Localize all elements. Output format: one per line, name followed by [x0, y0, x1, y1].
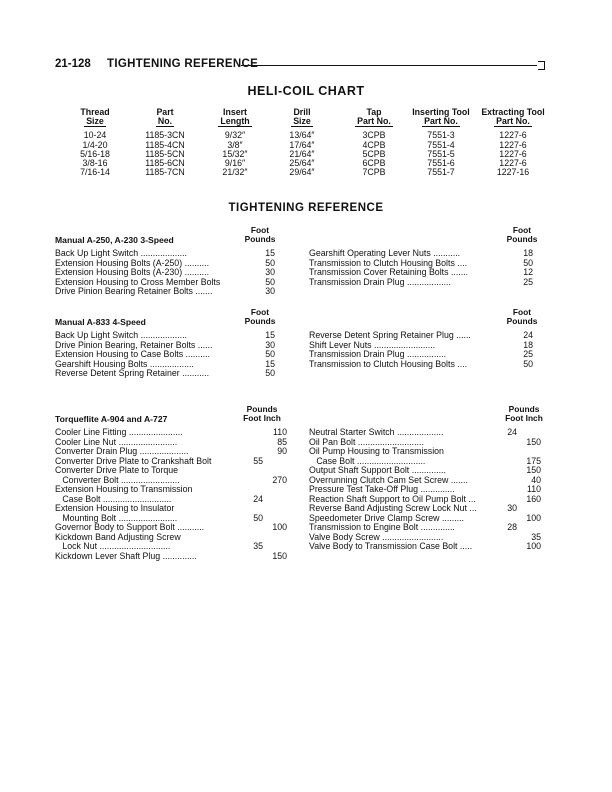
torque-list-right [309, 331, 533, 369]
torque-value-inch: 40 [531, 474, 541, 485]
torque-value-inch: 160 [526, 493, 541, 504]
heli-coil-cell: 3/8-16 [82, 158, 108, 169]
page-header [55, 58, 545, 72]
torque-value-foot: 25 [523, 349, 533, 359]
torque-item-label: Mounting Bolt ........................ [55, 512, 178, 523]
heli-coil-cell: 7CPB [362, 167, 386, 178]
torque-item-label: Shift Lever Nuts ......................... [309, 339, 436, 350]
torque-item-label: Converter Drain Plug .................... [55, 446, 189, 456]
torque-item-label: Converter Drive Plate to Torque [55, 465, 179, 475]
section-unit-header [230, 405, 294, 424]
unit-line1: Pounds [246, 404, 278, 414]
unit-line1: Pounds [508, 404, 540, 414]
torque-value-foot: 18 [523, 248, 533, 258]
torque-value-foot: 30 [507, 503, 517, 513]
torque-row [309, 542, 541, 552]
torque-list-right [309, 428, 541, 552]
section-title: Manual A-833 4-Speed [55, 317, 146, 327]
heli-coil-column [272, 108, 332, 177]
unit-line1: Foot [512, 307, 532, 317]
torque-item-label: Overrunning Clutch Cam Set Screw ....... [309, 474, 468, 485]
heli-coil-cell: 7551-4 [427, 139, 455, 150]
heli-coil-column [344, 108, 404, 177]
torque-item-label: Extension Housing Bolts (A-230) .......... [55, 267, 210, 277]
heli-coil-header-line1: Part [156, 107, 174, 117]
torque-value-foot: 50 [265, 276, 275, 287]
heli-coil-column-header [477, 108, 549, 127]
torque-item-label: Transmission to Clutch Housing Bolts .... [309, 358, 468, 369]
torque-value-inch: 150 [272, 550, 287, 561]
heli-coil-cell: 21/32″ [222, 167, 248, 178]
torque-item-label: Cooler Line Nut ........................ [55, 436, 178, 447]
torque-item-label: Extension Housing to Cross Member Bolts [55, 276, 221, 287]
torque-item-label: Valve Body Screw ......................... [309, 531, 444, 542]
unit-line2: Pounds [506, 234, 538, 245]
torque-row [55, 552, 287, 562]
torque-item-label: Oil Pump Housing to Transmission [309, 446, 444, 456]
torque-value-foot: 15 [265, 248, 275, 258]
torque-value-foot: 25 [523, 276, 533, 287]
heli-coil-header-line2: Length [220, 116, 250, 127]
torque-item-label: Transmission to Clutch Housing Bolts .... [309, 257, 468, 268]
torque-item-label: Converter Drive Plate to Crankshaft Bolt [55, 455, 212, 466]
torque-value-foot: 50 [265, 349, 275, 359]
torque-item-label: Neutral Starter Switch ................... [309, 427, 444, 437]
torque-value-inch: 270 [272, 474, 287, 485]
torque-value-foot: 30 [265, 267, 275, 277]
heli-coil-cell: 5/16-18 [80, 148, 110, 159]
torque-item-label: Extension Housing Bolts (A-250) .......... [55, 257, 210, 268]
page-number: 21-128 [55, 58, 91, 70]
heli-coil-header-line2: Size [293, 116, 311, 127]
heli-coil-cell: 3/8″ [227, 139, 243, 150]
torque-value-foot: 24 [507, 427, 517, 437]
torque-item-label: Case Bolt ............................ [309, 455, 426, 466]
torque-row [309, 360, 533, 370]
section-unit-header [494, 226, 550, 245]
section-unit-header [232, 308, 288, 327]
heli-coil-title: HELI-COIL CHART [247, 84, 365, 98]
torque-value-foot: 50 [523, 257, 533, 268]
unit-line1: Foot [512, 225, 532, 235]
heli-coil-column [401, 108, 481, 177]
heli-coil-cell: 1227-6 [499, 130, 527, 141]
torque-item-label: Transmission Drain Plug ................ [309, 349, 447, 359]
heli-coil-cell: 1185-3CN [145, 130, 185, 141]
heli-coil-header-line1: Thread [80, 107, 110, 117]
heli-coil-cell: 1185-6CN [145, 158, 185, 169]
heli-coil-header-line2: Part No. [357, 116, 391, 127]
torque-item-label: Extension Housing to Case Bolts .......... [55, 349, 210, 359]
heli-coil-cell: 7551-7 [427, 167, 455, 178]
heli-coil-header-line1: Inserting Tool [412, 107, 470, 117]
torque-item-label: Reaction Shaft Support to Oil Pump Bolt ... [309, 493, 476, 504]
torque-value-foot: 50 [253, 512, 263, 523]
torque-item-label: Reverse Detent Spring Retainer Plug ...... [309, 330, 471, 340]
heli-coil-header-line1: Drill [293, 107, 311, 117]
torque-value-inch: 110 [272, 427, 287, 437]
unit-line2: Pounds [506, 316, 538, 327]
torque-value-foot: 15 [265, 330, 275, 340]
heli-coil-cell: 1185-7CN [145, 167, 185, 178]
torque-value-foot: 18 [523, 339, 533, 350]
heli-coil-cell: 29/64″ [289, 167, 315, 178]
unit-line2: Foot Inch [243, 413, 281, 424]
heli-coil-cell: 7551-6 [427, 158, 455, 169]
heli-coil-header-line1: Tap [366, 107, 382, 117]
torque-value-foot: 12 [523, 267, 533, 277]
heli-coil-cell: 1227-16 [496, 167, 530, 178]
torque-value-inch: 110 [526, 484, 541, 494]
torque-value-inch: 100 [272, 522, 287, 532]
heli-coil-column-header [344, 108, 404, 127]
heli-coil-cell: 4CPB [362, 139, 386, 150]
torque-item-label: Case Bolt ............................ [55, 493, 172, 504]
section-title: Manual A-250, A-230 3-Speed [55, 235, 174, 245]
torque-item-label: Cooler Line Fitting ...................... [55, 427, 183, 437]
torque-value-foot: 55 [253, 455, 263, 466]
header-rule [241, 65, 537, 66]
torque-item-label: Kickdown Lever Shaft Plug .............. [55, 550, 197, 561]
heli-coil-cell: 1227-6 [499, 148, 527, 159]
heli-coil-cell: 15/32″ [222, 148, 248, 159]
heli-coil-cell: 13/64″ [289, 130, 315, 141]
torque-item-label: Extension Housing to Insulator [55, 503, 175, 513]
torque-value-foot: 50 [523, 358, 533, 369]
torque-item-label: Kickdown Band Adjusting Screw [55, 531, 181, 542]
heli-coil-cell: 3CPB [362, 130, 386, 141]
torque-item-label: Extension Housing to Transmission [55, 484, 193, 494]
heli-coil-column-header [205, 108, 265, 127]
heli-coil-column-header [65, 108, 125, 127]
torque-value-foot: 28 [507, 522, 517, 532]
torque-value-inch: 90 [277, 446, 287, 456]
heli-coil-cell: 10-24 [83, 130, 107, 141]
torque-list-left [55, 331, 275, 379]
heli-coil-header-line1: Extracting Tool [481, 107, 545, 117]
unit-line2: Foot Inch [505, 413, 543, 424]
unit-line1: Foot [250, 225, 270, 235]
heli-coil-header-line2: No. [157, 116, 173, 127]
heli-coil-column-header [130, 108, 200, 127]
torque-item-label: Gearshift Housing Bolts .................. [55, 358, 194, 369]
heli-coil-cell: 21/64″ [289, 148, 315, 159]
heli-coil-cell: 7551-3 [427, 130, 455, 141]
heli-coil-column [130, 108, 200, 177]
heli-coil-column-header [401, 108, 481, 127]
torque-item-label: Drive Pinion Bearing Retainer Bolts ....... [55, 286, 213, 296]
heli-coil-header-line1: Insert [223, 107, 247, 117]
torque-item-label: Governor Body to Support Bolt ........... [55, 522, 205, 532]
heli-coil-cell: 7/16-14 [80, 167, 110, 178]
torque-item-label: Speedometer Drive Clamp Screw ......... [309, 512, 464, 523]
torque-list-left [55, 249, 275, 297]
torque-item-label: Transmission to Engine Bolt .............. [309, 522, 455, 532]
torque-row [309, 278, 533, 288]
torque-value-foot: 24 [523, 330, 533, 340]
heli-coil-cell: 9/32″ [224, 130, 246, 141]
torque-value-inch: 100 [526, 512, 541, 523]
heli-coil-cell: 1227-6 [499, 139, 527, 150]
heli-coil-column-header [272, 108, 332, 127]
heli-coil-header-line2: Size [86, 116, 104, 127]
torque-item-label: Drive Pinion Bearing, Retainer Bolts ...... [55, 339, 213, 350]
torque-list-left [55, 428, 287, 561]
torque-value-inch: 35 [531, 531, 541, 542]
torque-item-label: Back Up Light Switch ................... [55, 330, 188, 340]
heli-coil-cell: 1185-4CN [145, 139, 185, 150]
torque-value-foot: 35 [253, 541, 263, 551]
heli-coil-cell: 5CPB [362, 148, 386, 159]
torque-value-inch: 85 [277, 436, 287, 447]
torque-value-foot: 50 [265, 368, 275, 378]
heli-coil-cell: 25/64″ [289, 158, 315, 169]
heli-coil-cell: 1/4-20 [82, 139, 108, 150]
torque-list-right [309, 249, 533, 287]
torque-value-inch: 100 [526, 541, 541, 551]
heli-coil-cell: 1185-5CN [145, 148, 185, 159]
heli-coil-cell: 9/16″ [224, 158, 246, 169]
torque-value-foot: 15 [265, 358, 275, 369]
torque-item-label: Back Up Light Switch ................... [55, 248, 188, 258]
heli-coil-cell: 1227-6 [499, 158, 527, 169]
torque-row [55, 287, 275, 297]
heli-coil-column [65, 108, 125, 177]
torque-item-label: Converter Bolt ........................ [55, 474, 180, 485]
torque-value-inch: 150 [526, 465, 541, 475]
section-unit-header [494, 308, 550, 327]
heli-coil-cell: 7551-5 [427, 148, 455, 159]
header-rule-end-mark [538, 61, 545, 70]
heli-coil-cell: 17/64″ [289, 139, 315, 150]
heli-coil-header-line2: Part No. [424, 116, 458, 127]
section-unit-header [492, 405, 556, 424]
heli-coil-column [477, 108, 549, 177]
torque-item-label: Gearshift Operating Lever Nuts ........... [309, 248, 461, 258]
heli-coil-cell: 6CPB [362, 158, 386, 169]
torque-row [55, 369, 275, 379]
tightening-reference-title: TIGHTENING REFERENCE [228, 202, 384, 214]
torque-value-inch: 150 [526, 436, 541, 447]
torque-value-foot: 50 [265, 257, 275, 268]
torque-item-label: Lock Nut ............................. [55, 541, 171, 551]
torque-value-inch: 175 [526, 455, 541, 466]
heli-coil-header-line2: Part No. [496, 116, 530, 127]
unit-line2: Pounds [244, 234, 276, 245]
torque-value-foot: 24 [253, 493, 263, 504]
torque-item-label: Valve Body to Transmission Case Bolt ..... [309, 541, 473, 551]
torque-item-label: Pressure Test Take-Off Plug .............. [309, 484, 455, 494]
header-title: TIGHTENING REFERENCE [107, 58, 259, 70]
section-title: Torqueflite A-904 and A-727 [55, 414, 168, 424]
torque-value-foot: 30 [265, 339, 275, 350]
torque-item-label: Reverse Band Adjusting Screw Lock Nut ... [309, 503, 477, 513]
torque-item-label: Oil Pan Bolt ........................... [309, 436, 424, 447]
unit-line1: Foot [250, 307, 270, 317]
torque-item-label: Transmission Drain Plug .................. [309, 276, 451, 287]
heli-coil-column [205, 108, 265, 177]
unit-line2: Pounds [244, 316, 276, 327]
torque-item-label: Transmission Cover Retaining Bolts ....... [309, 267, 469, 277]
torque-item-label: Output Shaft Support Bolt .............. [309, 465, 446, 475]
section-unit-header [232, 226, 288, 245]
torque-item-label: Reverse Detent Spring Retainer ........... [55, 368, 210, 378]
torque-value-foot: 30 [265, 286, 275, 296]
